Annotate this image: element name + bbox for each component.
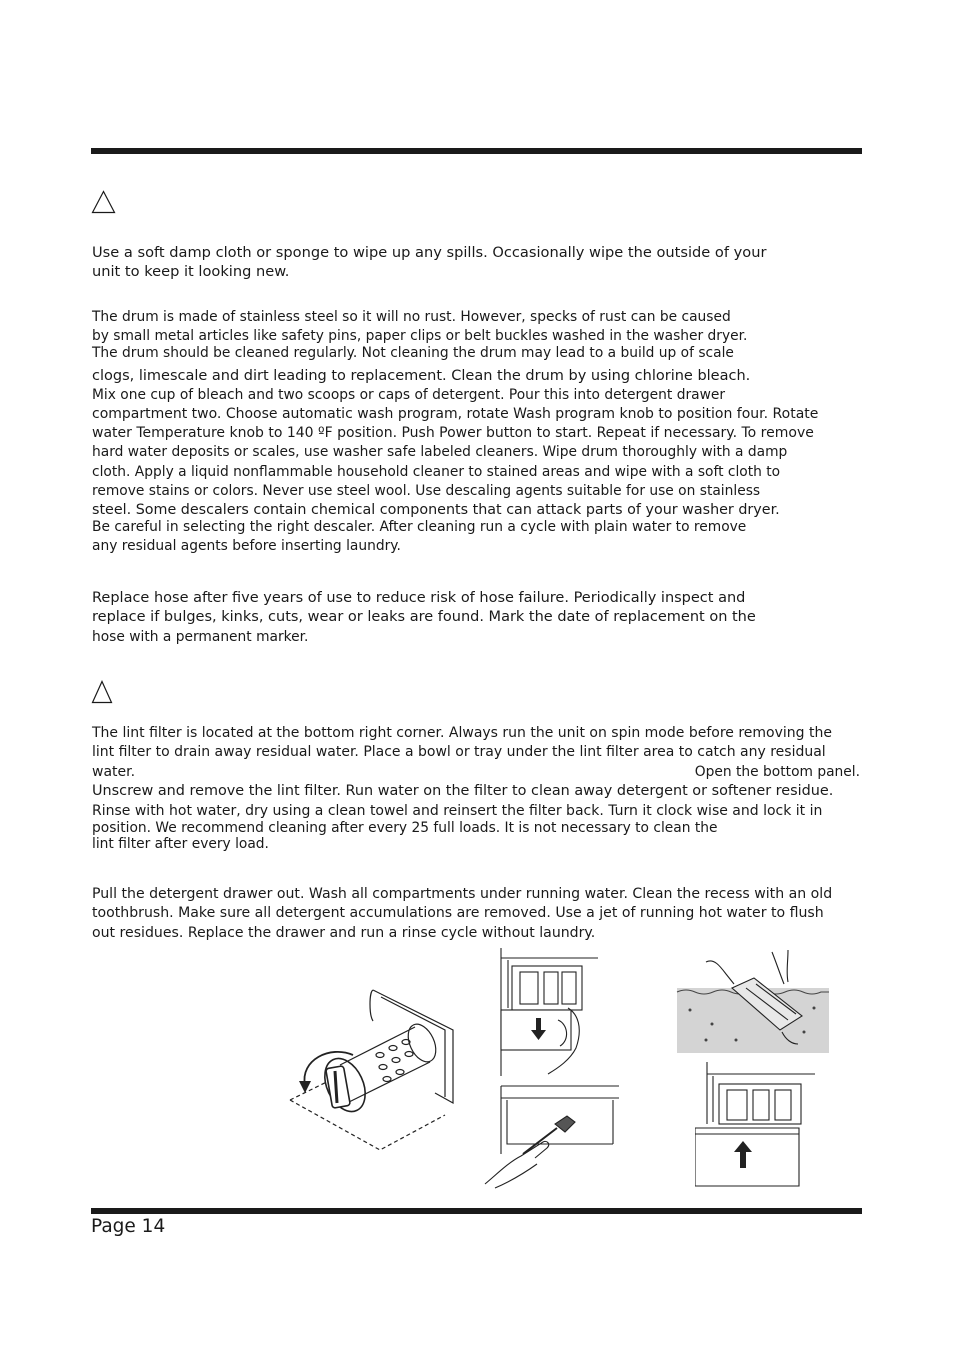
text-line: out residues. Replace the drawer and run a rinse cycle without laundry.: [92, 924, 596, 941]
text-fragment: Open the bottom panel.: [694, 763, 860, 780]
text-line: by small metal articles like safety pins, paper clips or belt buckles washed in the washer dryer.: [92, 328, 748, 345]
text-line: water Temperature knob to 140 ºF position. Push Power button to start. Repeat if necessary. To remove: [92, 425, 814, 442]
exterior-cleaning-paragraph: [92, 243, 862, 282]
text-line: Mix one cup of bleach and two scoops or caps of detergent. Pour this into detergent drawer: [92, 386, 726, 403]
warning-triangle-icon: [91, 190, 116, 214]
text-line: hard water deposits or scales, use washer safe labeled cleaners. Wipe drum thoroughly with a damp: [92, 444, 788, 461]
text-line: steel. Some descalers contain chemical components that can attack parts of your washer dryer.: [92, 502, 780, 519]
text-line: clogs, limescale and dirt leading to replacement. Clean the drum by using chlorine bleach.: [92, 367, 751, 384]
text-line: lint filter after every load.: [92, 836, 269, 853]
text-line: compartment two. Choose automatic wash program, rotate Wash program knob to position four. Rotate: [92, 406, 819, 423]
text-line: toothbrush. Make sure all detergent accumulations are removed. Use a jet of running hot water to flush: [92, 905, 824, 922]
washing-drawer-illustration: [676, 948, 830, 1054]
text-line: The drum should be cleaned regularly. Not cleaning the drum may lead to a build up of scale: [92, 345, 734, 362]
text-line: lint filter to drain away residual water. Place a bowl or tray under the lint filter area to catch any residual: [92, 744, 826, 761]
warning-triangle-icon: [91, 680, 113, 704]
recess-brush-illustration: [483, 1084, 621, 1190]
text-line-split: [92, 763, 862, 782]
text-line: cloth. Apply a liquid nonflammable household cleaner to stained areas and wipe with a soft cloth to: [92, 463, 781, 480]
text-line: Rinse with hot water, dry using a clean towel and reinsert the filter back. Turn it clock wise and lock it in: [92, 802, 823, 819]
text-line: The lint filter is located at the bottom right corner. Always run the unit on spin mode before removing the: [92, 725, 832, 741]
page-number: Page 14: [91, 1216, 166, 1237]
text-line: Pull the detergent drawer out. Wash all compartments under running water. Clean the recess with an old: [92, 886, 833, 902]
text-line: Use a soft damp cloth or sponge to wipe up any spills. Occasionally wipe the outside of your: [92, 244, 767, 261]
text-line: Be careful in selecting the right descaler. After cleaning run a cycle with plain water to remove: [92, 519, 747, 536]
hose-paragraph: [92, 589, 862, 647]
replace-drawer-illustration: [695, 1062, 817, 1188]
text-line: hose with a permanent marker.: [92, 628, 309, 645]
drum-cleaning-paragraph: [92, 308, 862, 557]
detergent-drawer-paragraph: [92, 885, 862, 943]
text-line: position. We recommend cleaning after every 25 full loads. It is not necessary to clean the: [92, 820, 718, 837]
text-line: remove stains or colors. Never use steel wool. Use descaling agents suitable for use on stainless: [92, 482, 761, 499]
text-line: Replace hose after five years of use to reduce risk of hose failure. Periodically inspect and: [92, 590, 746, 606]
text-line: The drum is made of stainless steel so it will no rust. However, specks of rust can be caused: [92, 309, 731, 325]
drawer-pull-out-illustration: [498, 948, 600, 1078]
text-line: Unscrew and remove the lint filter. Run water on the filter to clean away detergent or softener residue.: [92, 783, 834, 800]
text-line: unit to keep it looking new.: [92, 263, 290, 281]
text-fragment: water.: [92, 763, 136, 780]
top-rule: [91, 148, 862, 154]
lint-filter-illustration: [285, 985, 460, 1155]
text-line: any residual agents before inserting laundry.: [92, 538, 401, 555]
text-line: replace if bulges, kinks, cuts, wear or leaks are found. Mark the date of replacement on the: [92, 609, 756, 626]
bottom-rule: [91, 1208, 862, 1214]
lint-filter-paragraph: [92, 724, 862, 855]
